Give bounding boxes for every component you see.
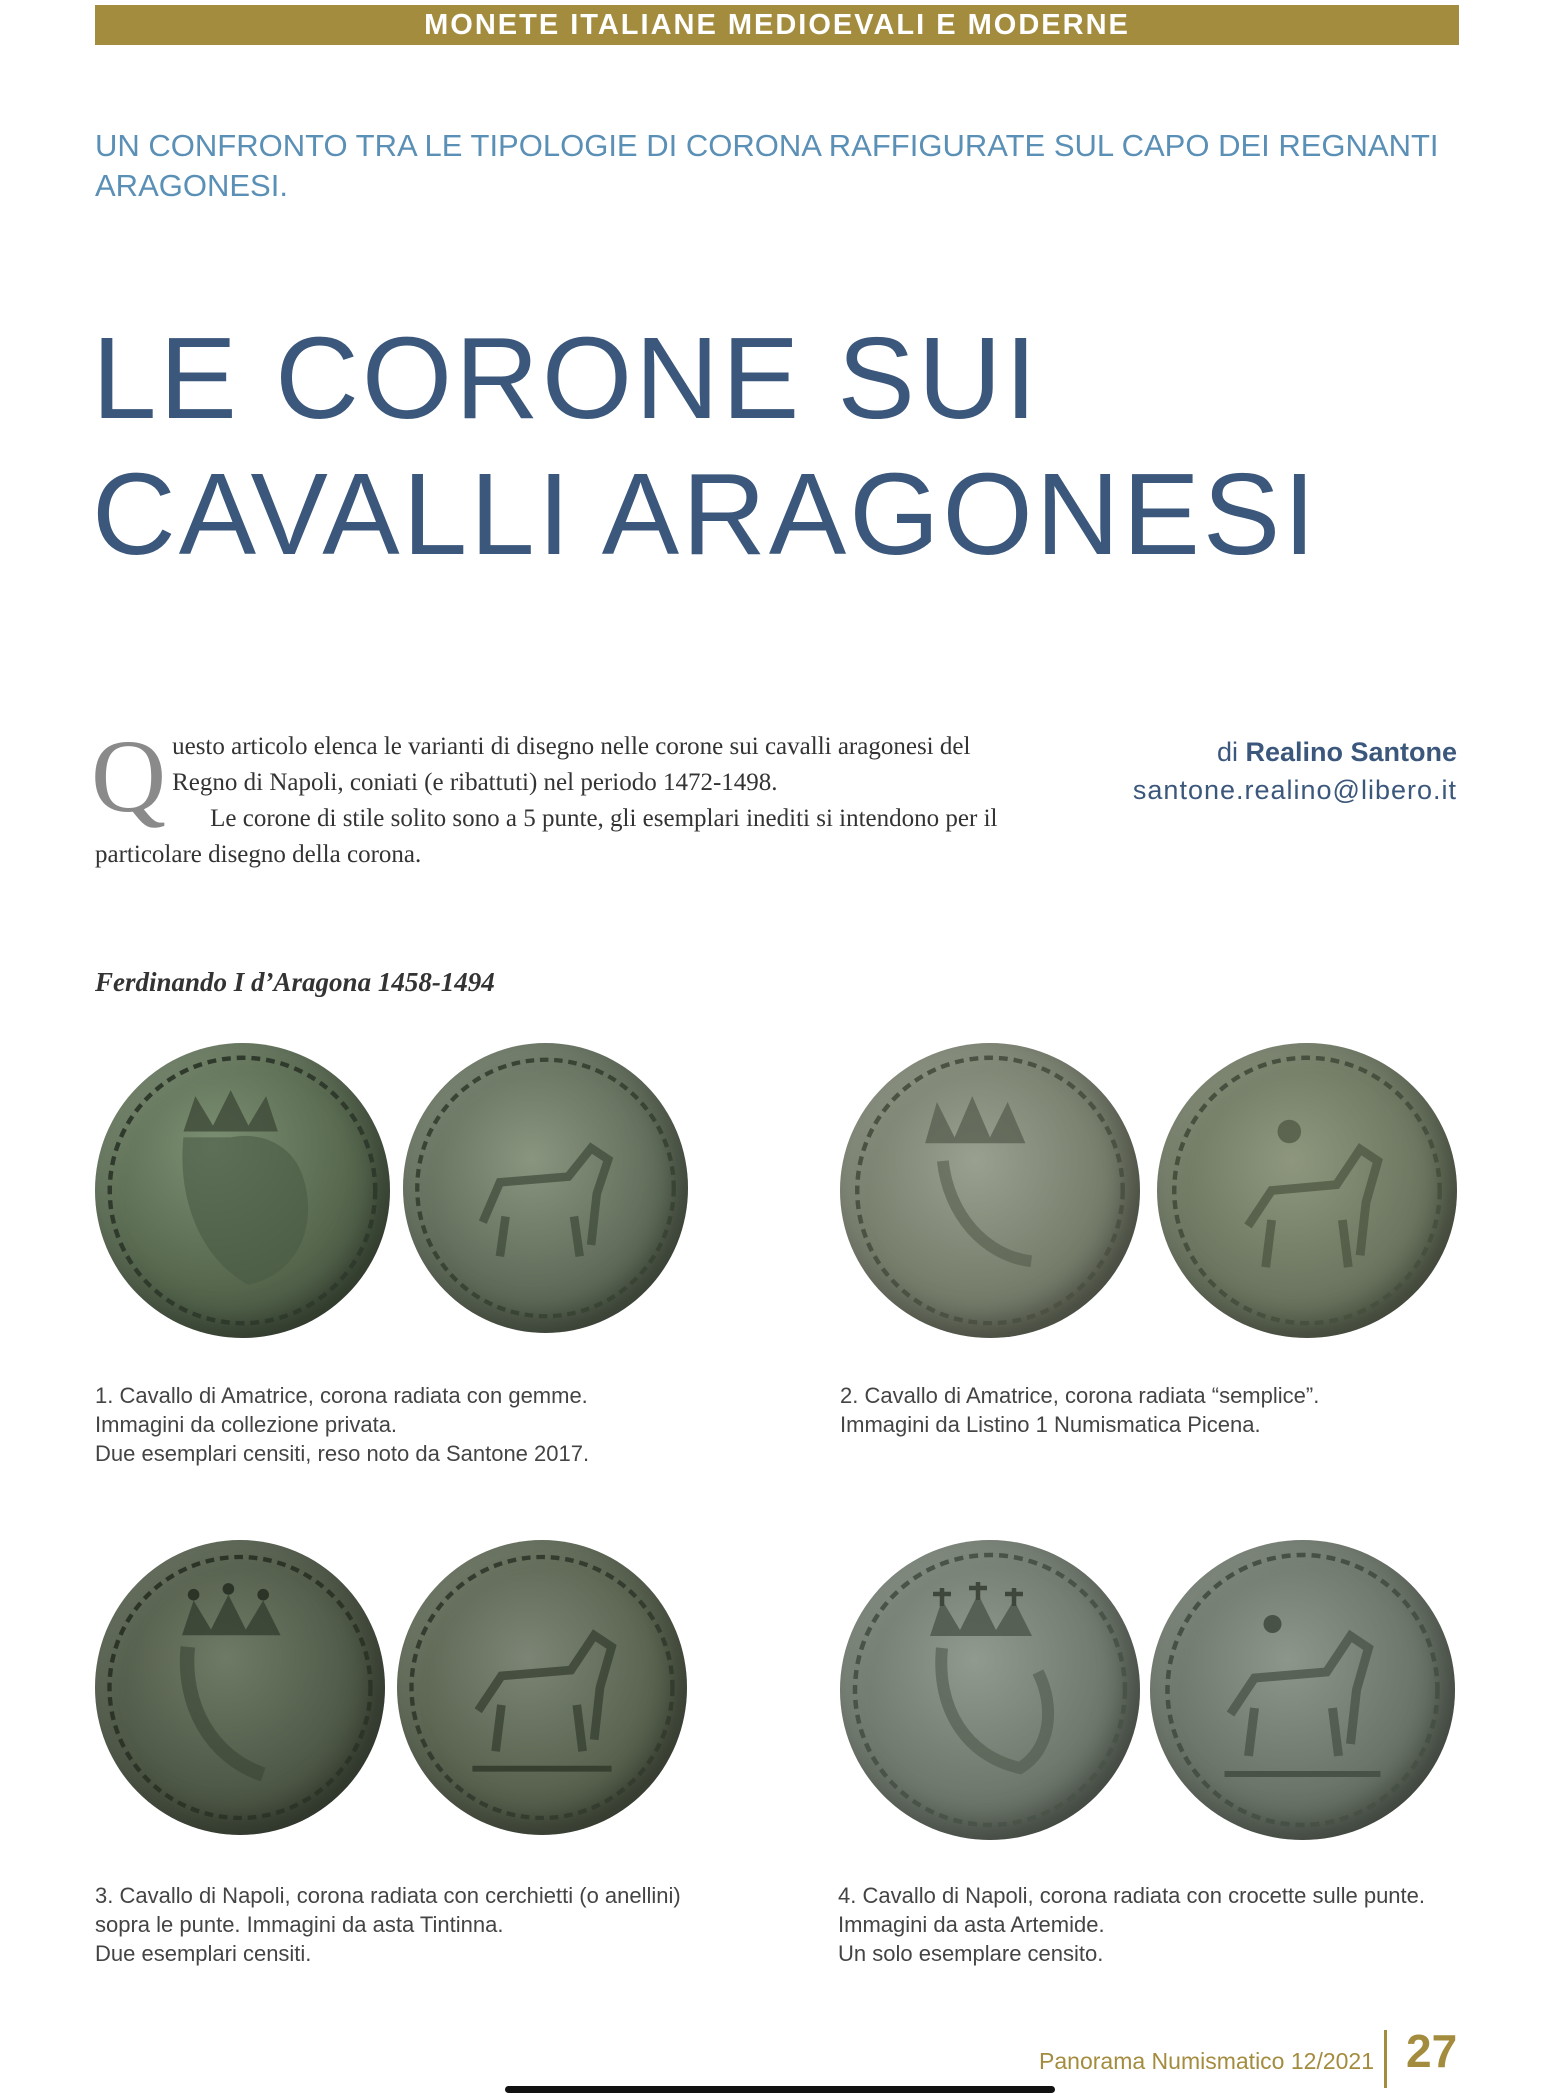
section-title: Ferdinando I d’Aragona 1458-1494 (95, 967, 495, 997)
intro-text (91, 719, 1025, 873)
author-by: di (1216, 737, 1238, 767)
figure-4-caption-line-1: 4. Cavallo di Napoli, corona radiata con crocette sulle punte. (838, 1883, 1426, 1908)
figure-2-caption (840, 1381, 1319, 1439)
figure-4-caption-line-2: Immagini da asta Artemide. (838, 1912, 1105, 1937)
page-number: 27 (1406, 2025, 1458, 2077)
figure-3-caption-line-1: 3. Cavallo di Napoli, corona radiata con cerchietti (o anellini) (95, 1883, 681, 1908)
coin-3-obverse-relief (95, 1540, 385, 1835)
home-indicator[interactable] (505, 2086, 1055, 2093)
author-email[interactable]: santone.realino@libero.it (1132, 775, 1457, 805)
figure-1-caption-line-1: 1. Cavallo di Amatrice, corona radiata con gemme. (95, 1383, 588, 1408)
figure-3-caption-line-3: Due esemplari censiti. (95, 1941, 312, 1966)
author-name: Realino Santone (1245, 737, 1457, 767)
subtitle-line-2: ARAGONESI. (95, 168, 288, 203)
figure-3-caption (95, 1881, 681, 1968)
footer-divider (1384, 2030, 1387, 2088)
coin-4-obverse (840, 1540, 1140, 1840)
subtitle-line-1: UN CONFRONTO TRA LE TIPOLOGIE DI CORONA RAFFIGURATE SUL CAPO DEI REGNANTI (95, 128, 1439, 163)
coin-3-reverse (397, 1540, 687, 1835)
coin-2-reverse (1157, 1043, 1457, 1338)
figure-1-caption-line-3: Due esemplari censiti, reso noto da Santone 2017. (95, 1441, 590, 1466)
figure-2-caption-line-1: 2. Cavallo di Amatrice, corona radiata “semplice”. (840, 1383, 1320, 1408)
coin-4-reverse-relief (1150, 1540, 1455, 1840)
coin-1-reverse (403, 1043, 688, 1333)
figure-4-caption (838, 1881, 1425, 1968)
coin-1-obverse (95, 1043, 390, 1338)
figure-1-caption (95, 1381, 589, 1468)
intro-paragraph-2: Le corone di stile solito sono a 5 punte, gli esemplari inediti si intendono per il particolare disegno della corona. (95, 805, 998, 868)
figure-3-caption-line-2: sopra le punte. Immagini da asta Tintinna. (95, 1912, 504, 1937)
article-subtitle (95, 126, 1465, 206)
coin-2-obverse (840, 1043, 1140, 1338)
author-byline (1133, 733, 1457, 771)
coin-4-reverse (1150, 1540, 1455, 1840)
figure-1-caption-line-2: Immagini da collezione privata. (95, 1412, 398, 1437)
intro-paragraph-1 (91, 719, 1025, 834)
section-label: MONETE ITALIANE MEDIOEVALI E MODERNE (424, 8, 1130, 41)
coin-3-reverse-relief (397, 1540, 687, 1835)
author-block (1133, 733, 1457, 809)
publication-name: Panorama Numismatico 12/2021 (1039, 2048, 1374, 2074)
intro-paragraph-1-text: uesto articolo elenca le varianti di disegno nelle corone sui cavalli aragonesi del Regno di Napoli, coniati (e ribattuti) nel periodo 1472-1498. (172, 733, 971, 796)
article-title (92, 310, 1472, 582)
drop-cap: Q (91, 719, 167, 834)
figure-4-caption-line-3: Un solo esemplare censito. (838, 1941, 1104, 1966)
section-banner (95, 5, 1459, 45)
coin-3-obverse (95, 1540, 385, 1835)
title-line-1: LE CORONE SUI (92, 313, 1040, 443)
coin-1-obverse-relief (95, 1043, 390, 1338)
title-line-2: CAVALLI ARAGONESI (92, 449, 1319, 579)
coin-2-reverse-relief (1157, 1043, 1457, 1338)
coin-2-obverse-relief (840, 1043, 1140, 1338)
coin-4-obverse-relief (840, 1540, 1140, 1840)
figure-2-caption-line-2: Immagini da Listino 1 Numismatica Picena. (840, 1412, 1261, 1437)
coin-1-reverse-relief (403, 1043, 688, 1333)
